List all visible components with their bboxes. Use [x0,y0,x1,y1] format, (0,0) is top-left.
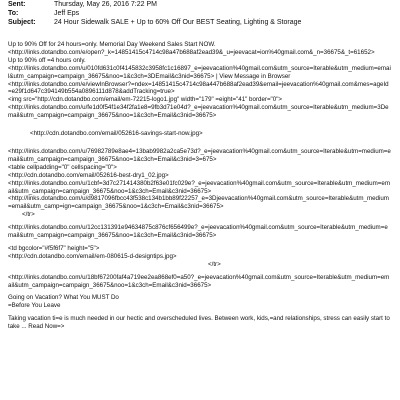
table-tag: <table cellpadding="0" cellspacing="0"> [8,163,117,171]
logo-link[interactable]: <http://links.dotandbo.com/u/fe1d0f54f1e34f2fa1e8=9fb3d71e04d?_e=jeevacation%40gmail.com&utm_source=Iterable&utm_medium=3Demail&utm_campaign=campaign_36675&noo=1&c3ch=Email&c3nid=36675> [8,104,389,120]
browser-link[interactable]: <http://links.dotandbo.com/e/viewInBrowser?=ndex=14851415c4714c98a447b688af2ead39&email=jeevacation%40gmail.com&mes=ageId=e29f1d647c394149b554a0896111d878&addTracking=true> [8,80,389,96]
product-link[interactable]: <http://links.dotandbo.com/u/12cc131391e94634875c876cf656499e?_e=jeevacation%40gmail.com&utm_source=Iterable&utm_medium=email&utm_campaign=campaign_36675&noo=1&c3ch=Email&c3nid=36675> [8,224,388,240]
email-body [8,41,392,331]
sent-row [8,0,392,9]
banner-link[interactable]: <http://links.dotandbo.com/u/76982789e8ae4=13bab9982a2ca5e73d?_e=jeevacation%40gmail.com&utm_source=Iterable&utm=medium=email&utm_campaign=campaign_36675&noo=1&c3ch=Email&c3nid=3=675> [8,147,391,163]
td-tag: <td bgcolor="#f5f6f7" height="5"> [8,244,100,252]
subject-label: Subject: [8,19,36,26]
logo-img-tag: <img src="http://cdn.dotandbo.com/email/em-72215-logo1.jpg" width="179" =eight="41" border="0"> [8,96,283,104]
product-link[interactable]: <http://links.dotandbo.com/u/d9817096fbcc43f538c134b1bb89f22257_e=3Djeevacation%40gmail.com&utm_source=Iterable&utm_medium=email&utm_camp=ign=campaign_36675&noo=1&c3ch=Email&c3nid=36675> [8,195,389,211]
subject-value: 24 Hour Sidewalk SALE + Up to 60% Off Our BEST Seating, Lighting & Storage [54,19,302,26]
tr-tag: </tr> [22,211,35,219]
article-subtitle: =Before You Leave [8,302,61,310]
best-dry-image-link[interactable]: <http://cdn.dotandbo.com/email/052616-best-dry1_02.jpg> [8,171,169,179]
article-link[interactable]: <http://links.dotandbo.com/u/18bf67200faf4a719ee2ea868ef0=a50?_e=jeevacation%40gmail.com&utm_source=Iterable&utm_medium=email&utm_campaign=campaign_36675&noo=1&c3ch=Email&c3nid=36675> [8,273,390,289]
to-label: To: [8,10,19,17]
body-line: Up to 90% Off for 24 hours=only. Memorial Day Weekend Sales Start NOW. [8,41,216,48]
email-header [8,0,392,27]
tracking-link[interactable]: <http://links.dotandbo.com/e/open?_k=14851415c4714c98a47b688af2ead39&_u=jeevacat=ion%40gmail.com&_n=36675&_t=61652> [8,48,375,56]
article-excerpt: Taking vacation ti=e is much needed in our hectic and overscheduled lives. Between work, kids,=and relationships, stress can easily start to take ... Read Now=> [8,315,390,331]
body-line: Up to 90% off =4 hours only. [8,56,86,64]
article-title: Going on Vacation? What You MUST Do [8,294,119,302]
sent-label: Sent: [8,1,26,8]
view-in-browser-link[interactable]: <http://links.dotandbo.com/u/010fd631c0f4145832c3958fc1c16897_e=jeevacation%40gmail.com&utm_source=Iterable&utm_medium=email&utm_campaign=campaign_36675&noo=1&c3ch=3DEmail&c3nid=36675> | View Message in Browser [8,64,391,80]
subject-row [8,18,392,27]
product-link[interactable]: <http://links.dotandbo.com/u/1cbf=3d7c271414380b2f63e01fc029e?_e=jeevacation%40gmail.com&utm_source=Iterable&utm_medium=email&utm_campaign=campaign_36675&noo=1&c3ch=Email&c3nid=36675> [8,179,390,195]
design-tips-image-link[interactable]: <http://cdn.dotandbo.com/email/em-080615-d-designtips.jpg> [8,252,177,260]
to-value: Jeff Eps [54,10,80,17]
savings-image-link[interactable]: <http://cdn.dotandbo.com/email/052616-savings-start-now.jpg> [30,130,203,138]
sent-value: Thursday, May 26, 2016 7:22 PM [54,1,157,8]
tr-tag: </tr> [208,260,221,268]
to-row [8,9,392,18]
